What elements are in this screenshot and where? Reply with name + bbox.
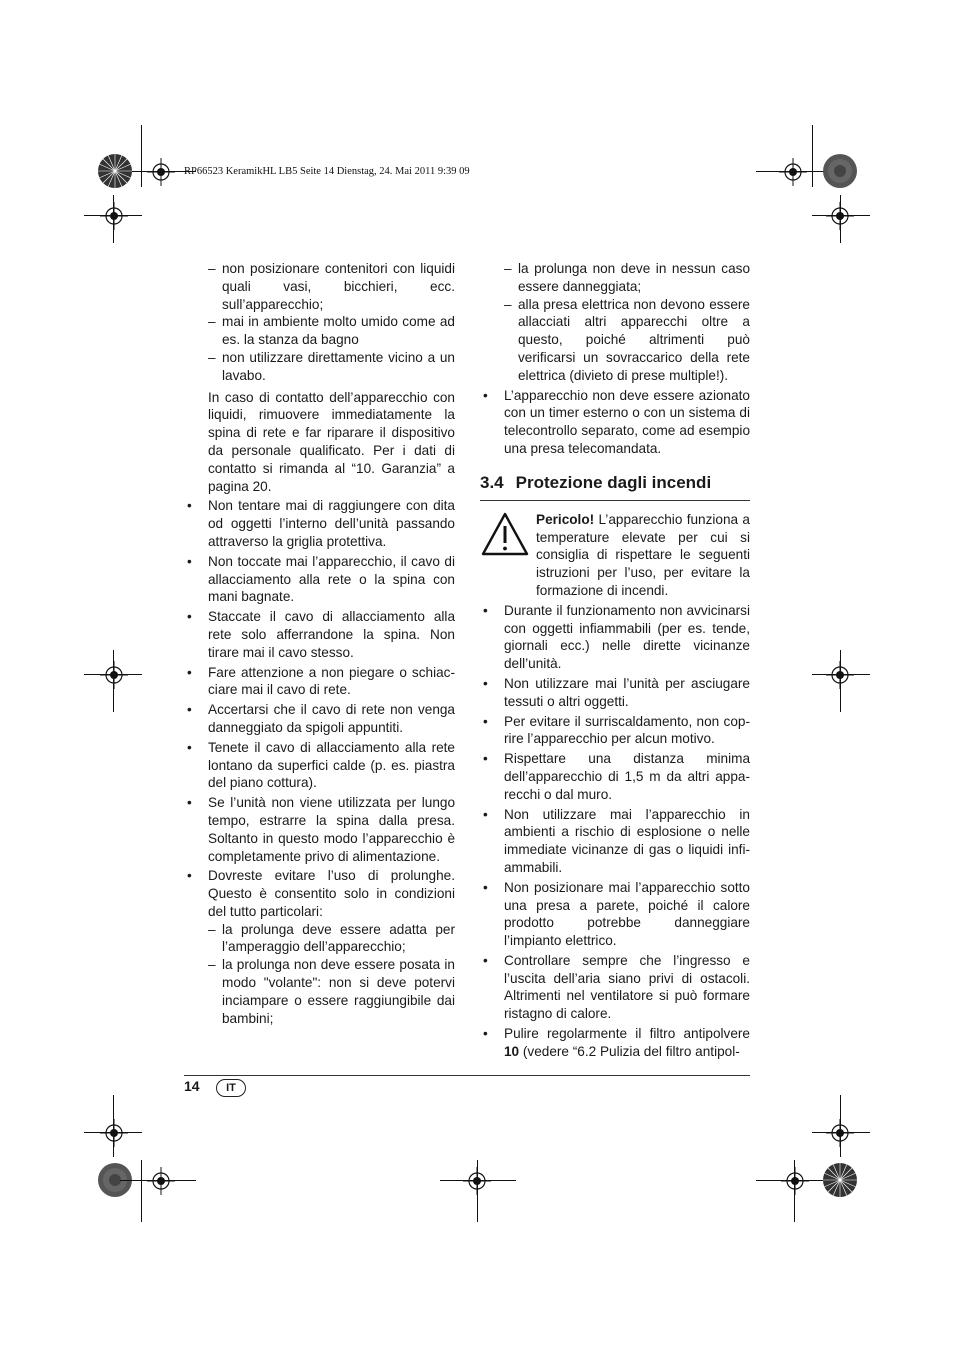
bullet-item: • Per evitare il surriscaldamento, non coprire l’apparecchio per alcun motivo.: [480, 713, 750, 749]
bullet-item: • Durante il funzionamento non avvicinarsi con oggetti infiammabili (per es. tende, giornali ecc.) nelle dirette vicinanze dell’unità.: [480, 602, 750, 673]
crosshair-target-icon: [826, 202, 854, 230]
warning-body: L’apparecchio funziona a temperature elevate per cui si consiglia di rispettare le seguenti istruzioni per l’uso, per evitare la formazione di incendi.: [536, 511, 750, 598]
footer-rule: [184, 1075, 750, 1076]
crosshair-target-icon: [779, 158, 807, 186]
contact-paragraph: In caso di contatto dell’apparecchio con liquidi, rimuovere immediatamente la spina di rete e far riparare il dispositivo da personale qualificato. Per i dati di contatto si rimanda al “10. Garanzia” a pagina 20.: [208, 389, 455, 494]
warning-label: Pericolo!: [536, 511, 595, 527]
left-column: [184, 260, 455, 1027]
right-column: [480, 260, 750, 1061]
crosshair-target-icon: [826, 1119, 854, 1147]
crosshair-target-icon: [147, 158, 175, 186]
bullet-item: • Rispettare una distanza minima dell’apparecchio di 1,5 m da altri apparecchi o dal muro.: [480, 750, 750, 803]
bullet-item: • Non toccate mai l’apparecchio, il cavo di allacciamento alla rete o la spina con mani bagnate.: [184, 553, 455, 606]
crosshair-target-icon: [781, 1167, 809, 1195]
section-number: 3.4: [480, 472, 504, 492]
bullet-text-after: (vedere “6.2 Pulizia del filtro antipol-: [519, 1043, 740, 1059]
bullet-item: • Dovreste evitare l’uso di prolunghe. Questo è consentito solo in condizioni del tutto particolari:: [184, 867, 455, 920]
bullet-item: [480, 1025, 750, 1061]
dash-item: – la prolunga non deve in nessun caso essere danneggiata;: [504, 260, 750, 296]
registration-rosette-icon: [97, 153, 133, 189]
part-reference: 10: [504, 1043, 520, 1059]
bullet-text-before: Pulire regolarmente il filtro antipolvere: [504, 1026, 750, 1042]
dash-item: – alla presa elettrica non devono essere allacciati altri apparecchi oltre a questo, poiché altrimenti può verificarsi un sovraccarico della rete elettrica (divieto di prese multiple!).: [504, 296, 750, 385]
bullet-item: • Non utilizzare mai l’apparecchio in ambienti a rischio di esplosione o nelle immediate vicinanze di gas o liquidi infiammabili.: [480, 806, 750, 877]
page-number: 14: [184, 1078, 200, 1094]
bullet-item: • Se l’unità non viene utilizzata per lungo tempo, estrarre la spina dalla presa. Soltanto in questo modo l’apparecchio è completamente privo di alimentazione.: [184, 794, 455, 865]
warning-triangle-icon: [480, 511, 536, 600]
crosshair-target-icon: [147, 1167, 175, 1195]
bullet-item: • Staccate il cavo di allacciamento alla rete solo afferrandone la spina. Non tirare mai il cavo stesso.: [184, 608, 455, 661]
bullet-item: • Controllare sempre che l’ingresso e l’uscita dell’aria siano privi di ostacoli. Altrimenti nel ventilatore si può formare ristagno di calore.: [480, 952, 750, 1023]
language-badge: IT: [216, 1079, 246, 1097]
bullet-item: • Non utilizzare mai l’unità per asciugare tessuti o altri oggetti.: [480, 675, 750, 711]
bullet-item: • L’apparecchio non deve essere azionato con un timer esterno o con un sistema di telecontrollo separato, come ad esempio una presa telecomandata.: [480, 387, 750, 458]
dash-item: – non utilizzare direttamente vicino a un lavabo.: [208, 349, 455, 385]
crosshair-target-icon: [463, 1167, 491, 1195]
dash-item: – la prolunga deve essere adatta per l’amperaggio dell’apparecchio;: [208, 921, 455, 957]
dash-item: – non posizionare contenitori con liquidi quali vasi, bicchieri, ecc. sull’apparecchio;: [208, 260, 455, 313]
crosshair-target-icon: [100, 202, 128, 230]
warning-text: [536, 511, 750, 600]
dash-item: – mai in ambiente molto umido come ad es. la stanza da bagno: [208, 313, 455, 349]
crosshair-target-icon: [100, 661, 128, 689]
registration-rosette-icon: [822, 1162, 858, 1198]
crosshair-target-icon: [100, 1119, 128, 1147]
bullet-item: • Fare attenzione a non piegare o schiacciare mai il cavo di rete.: [184, 664, 455, 700]
dash-item: – la prolunga non deve essere posata in modo "volante": non si deve potervi inciampare o essere raggiungibile dai bambini;: [208, 956, 455, 1027]
warning-block: [480, 511, 750, 600]
bullet-item: • Accertarsi che il cavo di rete non venga danneggiato da spigoli appuntiti.: [184, 701, 455, 737]
section-title: Protezione dagli incendi: [515, 472, 712, 492]
crosshair-target-icon: [826, 661, 854, 689]
section-heading: [480, 472, 750, 501]
bullet-item: • Non tentare mai di raggiungere con dita od oggetti l’interno dell’unità passando attraverso la griglia protettiva.: [184, 497, 455, 550]
bullet-item: • Non posizionare mai l’apparecchio sotto una presa a parete, poiché il calore prodotto potrebbe danneggiare l’impianto elettrico.: [480, 879, 750, 950]
registration-rosette-icon: [822, 153, 858, 189]
print-info-header: RP66523 KeramikHL LB5 Seite 14 Dienstag, 24. Mai 2011 9:39 09: [184, 166, 470, 177]
bullet-item: • Tenete il cavo di allacciamento alla rete lontano da superfici calde (p. es. piastra del piano cottura).: [184, 739, 455, 792]
